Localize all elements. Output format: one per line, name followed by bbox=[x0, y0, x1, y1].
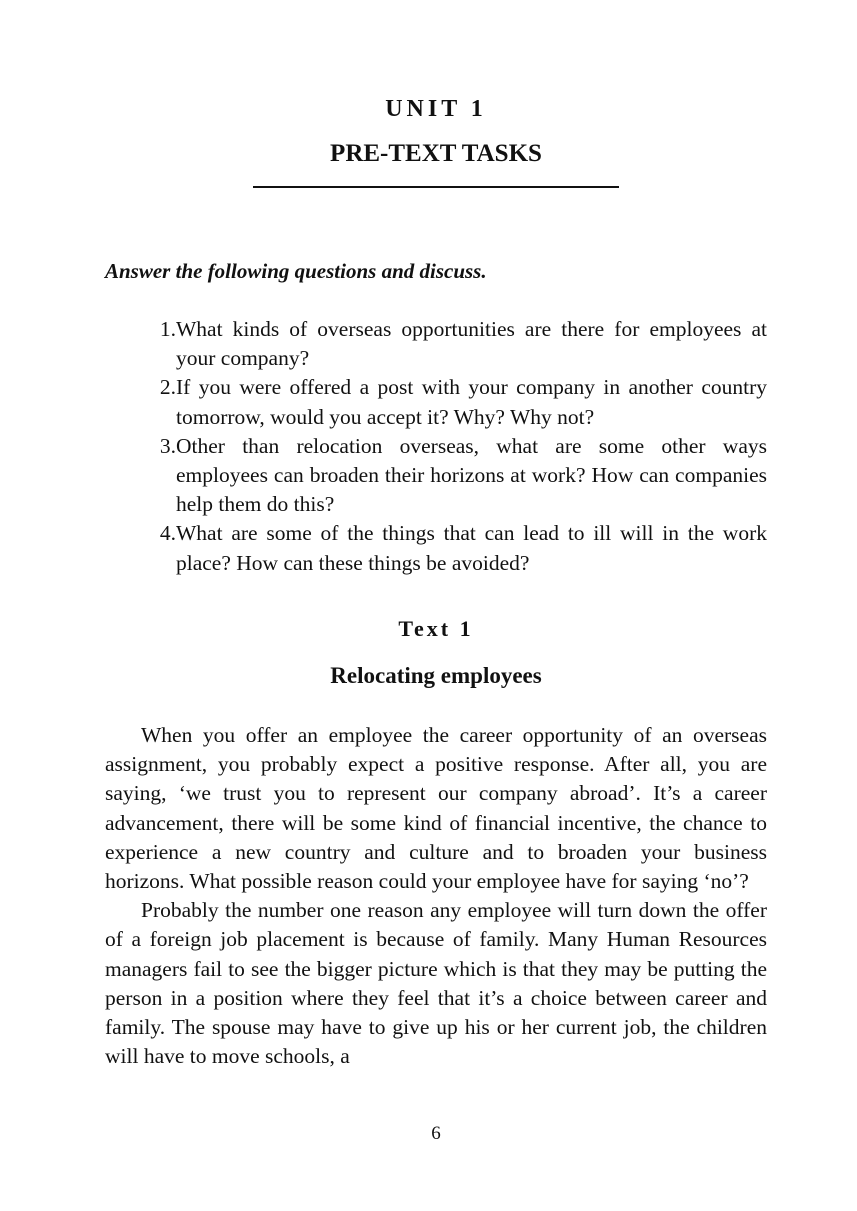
paragraph-1: When you offer an employee the career opportunity of an overseas assignment, you probably expect a positive response. After all, you are saying, ‘we trust you to represent our company abroad’. It’s a career advancement, there will be some kind of financial incentive, the chance to experience a new country and culture and to broaden your business horizons. What possible reason could your employee have for saying ‘no’? bbox=[105, 723, 767, 894]
body-text bbox=[105, 721, 767, 1071]
paragraph-2: Probably the number one reason any employee will turn down the offer of a foreign job placement is because of family. Many Human Resources managers fail to see the bigger picture which is that they may be putting the person in a position where they feel that it’s a choice between career and family. The spouse may have to give up his or her current job, the children will have to move schools, a bbox=[105, 898, 767, 1069]
question-number: 4. bbox=[159, 521, 176, 546]
question-item-2 bbox=[145, 373, 767, 431]
question-text: Other than relocation overseas, what are some other ways employees can broaden their horizons at work? How can companies help them do this? bbox=[176, 433, 767, 517]
question-list bbox=[145, 315, 767, 578]
question-item-4 bbox=[145, 519, 767, 577]
question-number: 2. bbox=[159, 375, 176, 400]
question-text: If you were offered a post with your company in another country tomorrow, would you accept it? Why? Why not? bbox=[176, 375, 767, 429]
question-number: 3. bbox=[159, 433, 176, 458]
instruction-text: Answer the following questions and discuss. bbox=[105, 259, 487, 283]
question-text: What are some of the things that can lead to ill will in the work place? How can these things be avoided? bbox=[176, 521, 767, 575]
section-title: PRE-TEXT TASKS bbox=[330, 140, 542, 167]
question-item-1 bbox=[145, 315, 767, 373]
unit-heading: UNIT 1 bbox=[385, 96, 487, 122]
text-heading: Text 1 bbox=[398, 616, 474, 641]
title-underline-rule bbox=[253, 186, 619, 188]
question-number: 1. bbox=[159, 317, 176, 341]
question-text: What kinds of overseas opportunities are there for employees at your company? bbox=[176, 317, 767, 371]
question-item-3 bbox=[145, 432, 767, 520]
text-title: Relocating employees bbox=[330, 663, 542, 688]
page-number: 6 bbox=[431, 1123, 441, 1144]
